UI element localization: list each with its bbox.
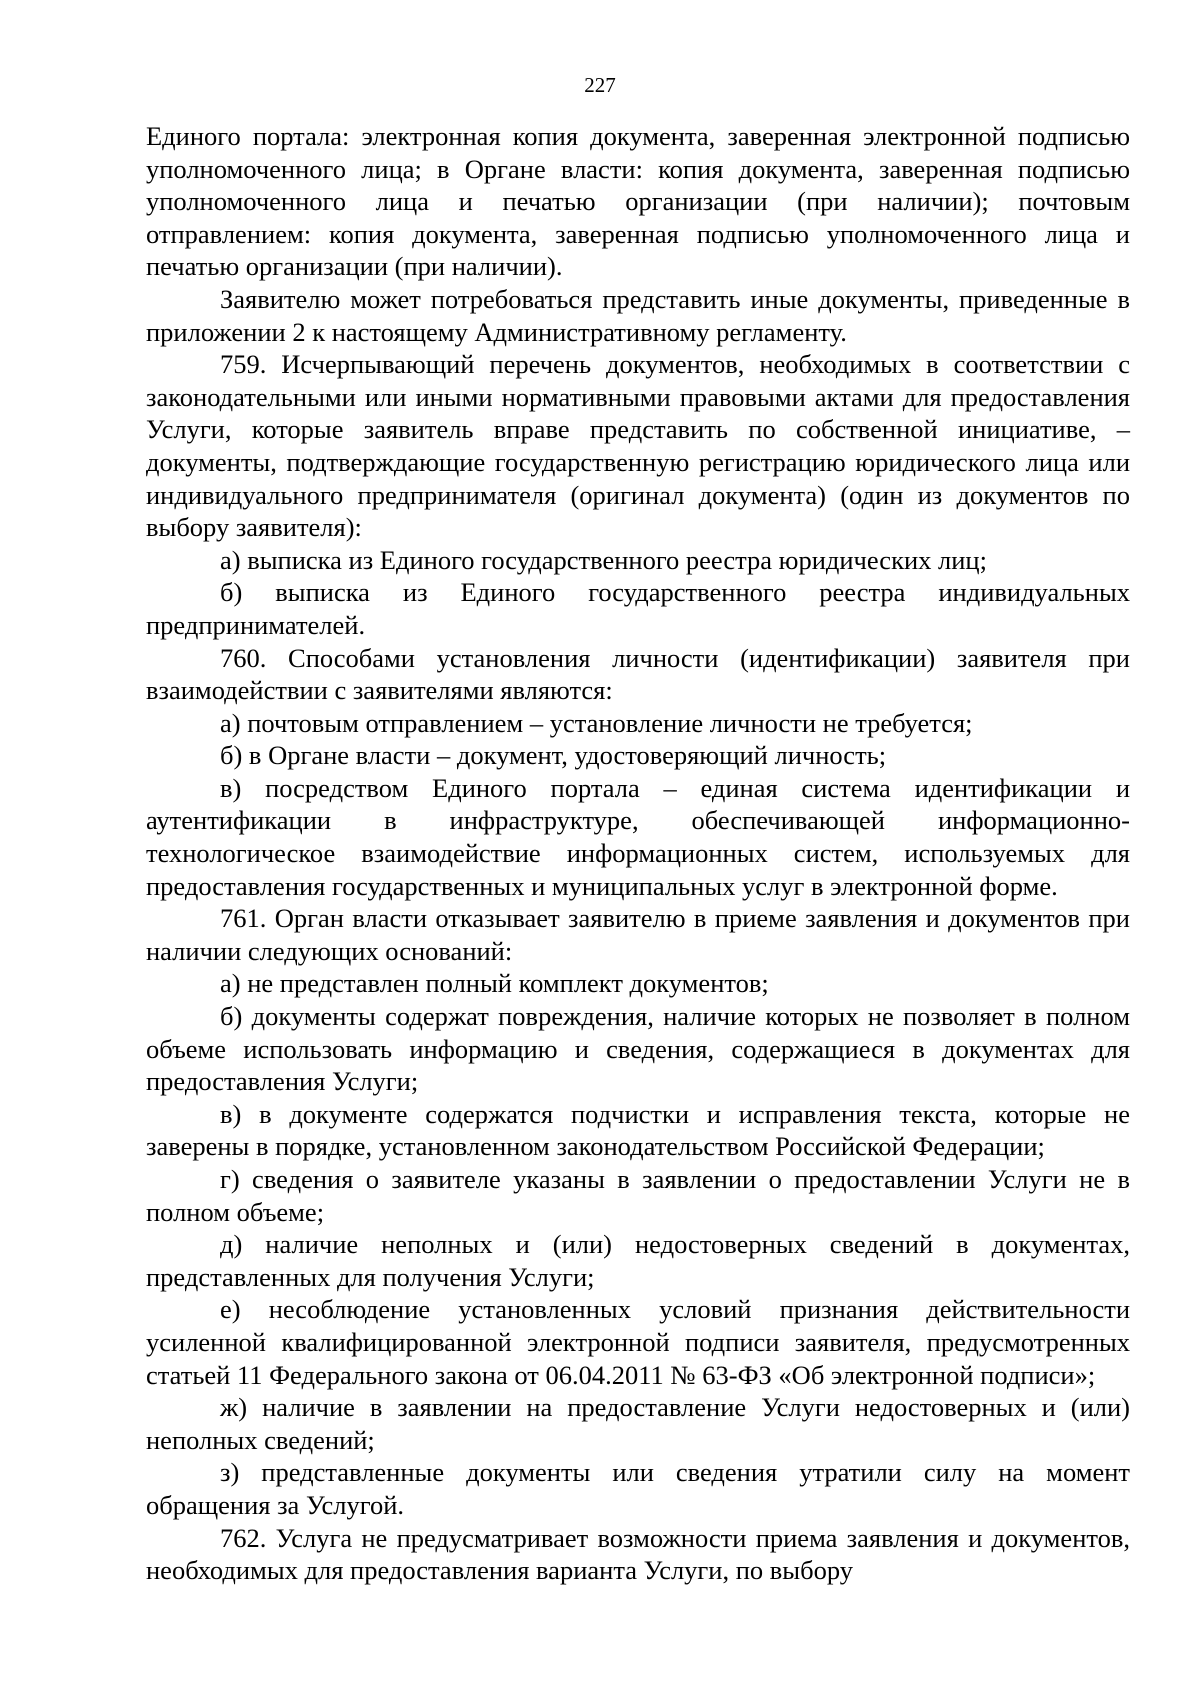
list-item-760-b: б) в Органе власти – документ, удостоверяющий личность;: [220, 740, 887, 771]
list-item-761-d: д) наличие неполных и (или) недостоверных сведений в документах, представленных для получения Услуги;: [146, 1229, 1130, 1292]
list-item-760-a: а) почтовым отправлением – установление личности не требуется;: [220, 707, 973, 738]
paragraph-762: 762. Услуга не предусматривает возможности приема заявления и документов, необходимых для предоставления варианта Услуги, по выбору: [146, 1522, 1130, 1586]
list-item-761-a: а) не представлен полный комплект документов;: [220, 968, 769, 999]
list-item-761-g: г) сведения о заявителе указаны в заявлении о предоставлении Услуги не в полном объеме;: [146, 1164, 1130, 1227]
paragraph-760: 760. Способами установления личности (идентификации) заявителя при взаимодействии с заявителями являются:: [146, 642, 1130, 706]
document-body: [146, 120, 1130, 1587]
paragraph-other-documents: Заявителю может потребоваться представить иные документы, приведенные в приложении 2 к настоящему Административному регламенту.: [146, 283, 1130, 347]
list-item-761-v: в) в документе содержатся подчистки и исправления текста, которые не заверены в порядке, установленном законодательством Российской Федерации;: [146, 1098, 1130, 1162]
paragraph-761: 761. Орган власти отказывает заявителю в приеме заявления и документов при наличии следующих оснований:: [146, 903, 1130, 966]
list-item-761-e: е) несоблюдение установленных условий признания действительности усиленной квалифицированной электронной подписи заявителя, предусмотренных статьей 11 Федерального закона от 06.04.2011 № 63-ФЗ «Об электронной подписи»;: [146, 1294, 1130, 1390]
list-item-761-z: з) представленные документы или сведения утратили силу на момент обращения за Услугой.: [146, 1457, 1130, 1520]
paragraph-759: 759. Исчерпывающий перечень документов, необходимых в соответствии с законодательными или иными нормативными правовыми актами для предоставления Услуги, которые заявитель вправе представить по собственной инициативе, – документы, подтверждающие государственную регистрацию юридического лица или индивидуального предпринимателя (оригинал документа) (один из документов по выбору заявителя):: [146, 349, 1130, 543]
paragraph-continuation: Единого портала: электронная копия документа, заверенная электронной подписью уполномоченного лица; в Органе власти: копия документа, заверенная подписью уполномоченного лица и печатью организации (при наличии); почтовым отправлением: копия документа, заверенная подписью уполномоченного лица и печатью организации (при наличии).: [146, 121, 1130, 282]
list-item-761-zh: ж) наличие в заявлении на предоставление Услуги недостоверных и (или) неполных сведений;: [146, 1392, 1130, 1455]
page-number: 227: [584, 73, 616, 97]
list-item-761-b: б) документы содержат повреждения, наличие которых не позволяет в полном объеме использовать информацию и сведения, содержащиеся в документах для предоставления Услуги;: [146, 1001, 1130, 1097]
list-item-760-v: в) посредством Единого портала – единая система идентификации и аутентификации в инфраструктуре, обеспечивающей информационно-технологическое взаимодействие информационных систем, используемых для предоставления государственных и муниципальных услуг в электронной форме.: [146, 772, 1130, 901]
list-item-759-a: а) выписка из Единого государственного реестра юридических лиц;: [220, 544, 987, 575]
list-item-759-b: б) выписка из Единого государственного реестра индивидуальных предпринимателей.: [146, 577, 1130, 640]
